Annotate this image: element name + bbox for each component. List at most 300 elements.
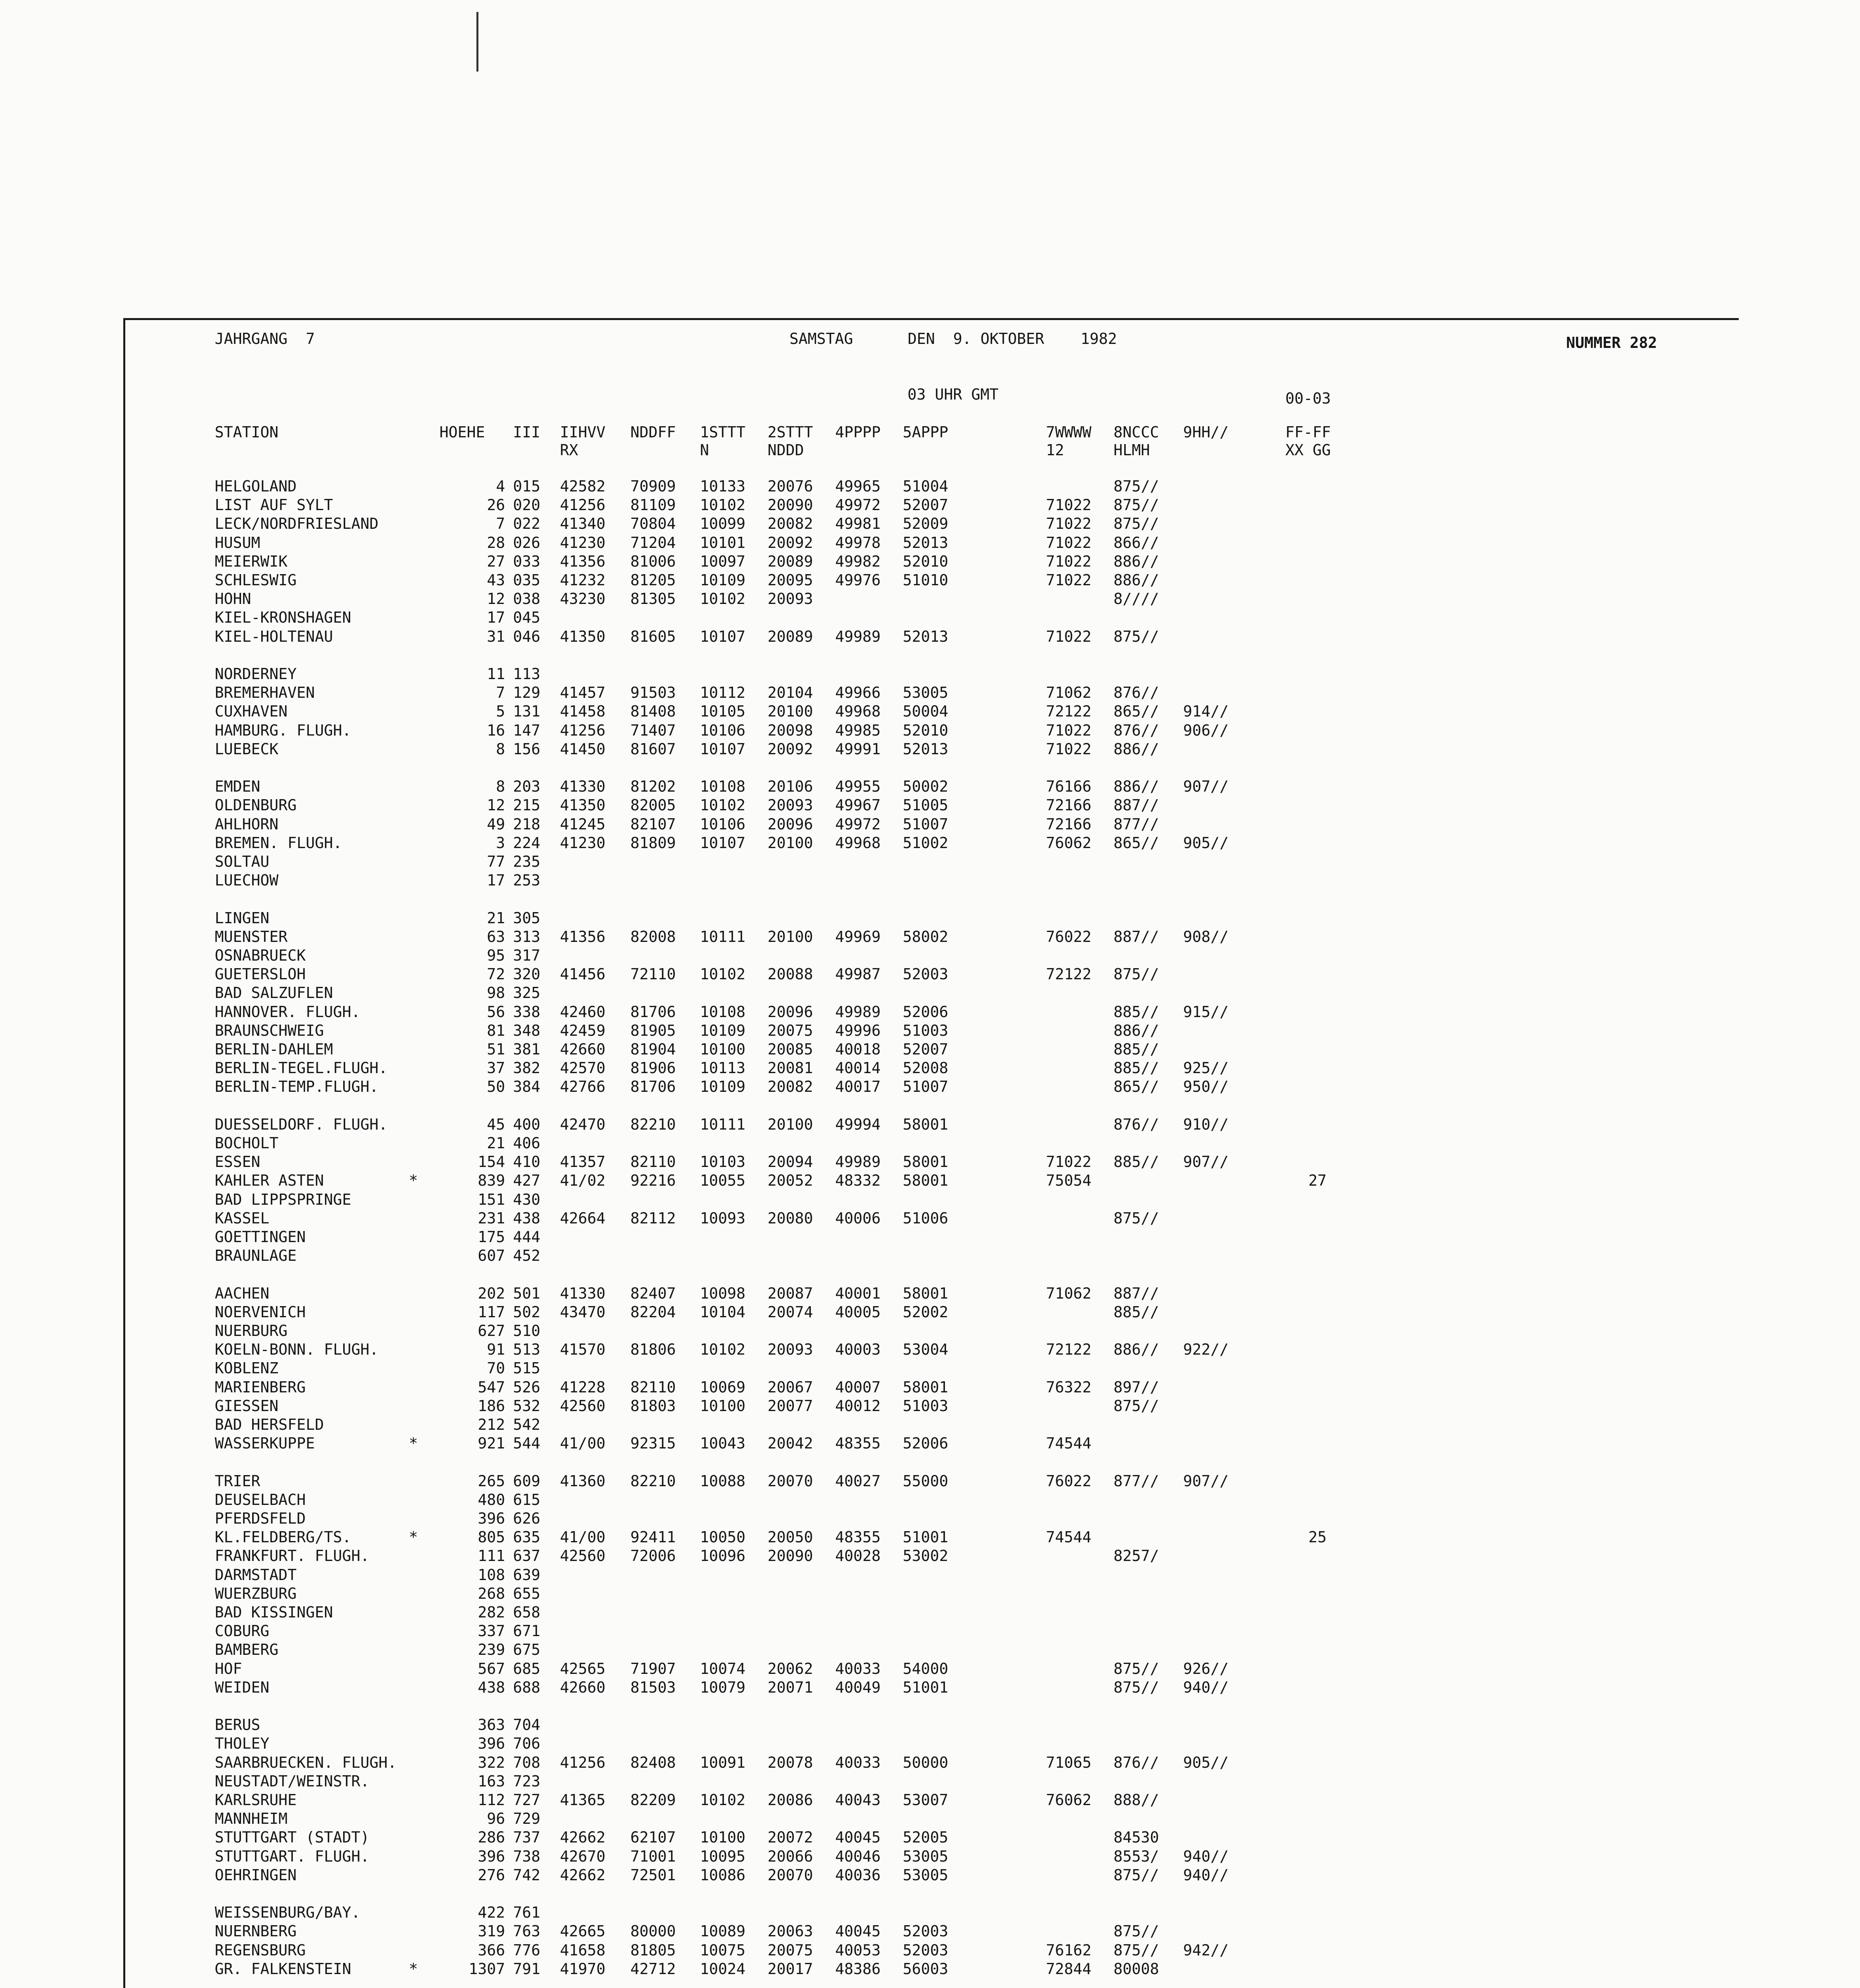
group-1sttt: 10107 [700,834,746,852]
group-7wwww: 72166 [1046,815,1092,833]
group-nddff: 81805 [630,1941,676,1959]
station-index: 510 [513,1322,540,1340]
station-height: 154 [478,1153,505,1171]
station-index: 015 [513,478,540,495]
group-5appp: 52013 [903,740,948,758]
station-height: 7 [496,684,505,702]
station-height: 438 [478,1678,505,1696]
group-nddff: 81803 [630,1397,676,1415]
station-index: 658 [513,1604,540,1621]
group-8nccc: 877// [1114,815,1159,833]
station-name: LECK/NORDFRIESLAND [215,515,379,533]
group-iihvv: 41228 [560,1378,606,1396]
group-8nccc: 8//// [1114,590,1159,608]
table-row [0,1809,1860,1828]
station-index: 626 [513,1510,540,1527]
station-name: BAD LIPPSPRINGE [215,1190,352,1208]
table-row [0,909,1860,928]
station-name: KIEL-KRONSHAGEN [215,609,352,627]
group-iihvv: 41350 [560,627,606,645]
station-height: 21 [487,1134,505,1152]
group-2sttt: 20082 [768,1078,813,1096]
group-4pppp: 49968 [835,834,881,852]
group-iihvv: 41360 [560,1472,606,1490]
station-name: MEIERWIK [215,552,288,570]
station-name: BRAUNSCHWEIG [215,1021,324,1039]
table-row [0,1171,1860,1190]
table-row [0,1322,1860,1340]
table-row [0,1209,1860,1228]
group-iihvv: 41970 [560,1960,606,1978]
group-7wwww: 72166 [1046,796,1092,814]
group-5appp: 51003 [903,1021,948,1039]
station-name: LINGEN [215,909,270,927]
group-9hh: 925// [1183,1059,1229,1077]
group-8nccc: 865// [1114,834,1159,852]
column-header-station: STATION [215,423,279,441]
group-2sttt: 20078 [768,1753,813,1771]
group-nddff: 82008 [630,928,676,945]
station-index: 400 [513,1115,540,1133]
group-5appp: 51001 [903,1528,948,1546]
station-height: 72 [487,965,505,983]
group-4pppp: 40027 [835,1472,881,1490]
group-2sttt: 20106 [768,778,813,796]
station-index: 776 [513,1941,540,1959]
station-name: BRAUNLAGE [215,1247,297,1265]
station-height: 27 [487,552,505,570]
group-2sttt: 20017 [768,1960,813,1978]
group-iihvv: 42660 [560,1678,606,1696]
station-index: 382 [513,1059,540,1077]
group-8nccc: 876// [1114,684,1159,702]
group-2sttt: 20104 [768,684,813,702]
group-nddff: 82112 [630,1209,676,1227]
group-iihvv: 41/02 [560,1172,606,1190]
group-iihvv: 41256 [560,721,606,739]
group-iihvv: 42670 [560,1847,606,1865]
group-5appp: 53005 [903,1866,948,1884]
group-nddff: 70909 [630,478,676,495]
station-height: 396 [478,1510,505,1527]
group-9hh: 942// [1183,1941,1229,1959]
group-4pppp: 49985 [835,721,881,739]
station-index: 438 [513,1209,540,1227]
station-height: 16 [487,721,505,739]
group-5appp: 58002 [903,928,948,945]
group-nddff: 81408 [630,703,676,720]
group-4pppp: 49994 [835,1115,881,1133]
group-nddff: 82407 [630,1284,676,1302]
group-2sttt: 20066 [768,1847,813,1865]
station-index: 706 [513,1735,540,1753]
group-9hh: 950// [1183,1078,1229,1096]
table-row [0,815,1860,834]
group-4pppp: 49978 [835,534,881,551]
table-row [0,1734,1860,1753]
column-header-cell: FF-FF [1285,423,1331,441]
table-row [0,1115,1860,1134]
group-4pppp: 48355 [835,1528,881,1546]
group-2sttt: 20090 [768,1547,813,1565]
station-height: 77 [487,853,505,870]
station-name: NEUSTADT/WEINSTR. [215,1772,369,1790]
group-nddff: 81806 [630,1341,676,1359]
station-height: 337 [478,1622,505,1640]
station-index: 635 [513,1528,540,1546]
group-iihvv: 41350 [560,796,606,814]
group-5appp: 52010 [903,721,948,739]
station-name: GUETERSLOH [215,965,306,983]
table-row [0,1640,1860,1659]
station-index: 348 [513,1021,540,1039]
group-nddff: 71407 [630,721,676,739]
group-2sttt: 20093 [768,590,813,608]
group-4pppp: 40045 [835,1829,881,1846]
station-height: 81 [487,1021,505,1039]
group-1sttt: 10111 [700,1115,746,1133]
group-nddff: 71907 [630,1660,676,1677]
table-row [0,1772,1860,1791]
group-8nccc: 886// [1114,1341,1159,1359]
station-name: NOERVENICH [215,1303,306,1321]
group-nddff: 82209 [630,1791,676,1809]
group-nddff: 81503 [630,1678,676,1696]
station-height: 363 [478,1716,505,1734]
table-row [0,796,1860,815]
group-1sttt: 10102 [700,965,746,983]
station-height: 276 [478,1866,505,1884]
group-nddff: 81706 [630,1078,676,1096]
group-2sttt: 20087 [768,1284,813,1302]
group-8nccc: 876// [1114,721,1159,739]
group-9hh: 910// [1183,1115,1229,1133]
station-name: KOBLENZ [215,1359,279,1377]
group-7wwww: 71022 [1046,515,1092,533]
station-index: 253 [513,872,540,889]
group-8nccc: 885// [1114,1059,1159,1077]
table-row [0,702,1860,721]
group-iihvv: 42665 [560,1922,606,1940]
group-4pppp: 49982 [835,552,881,570]
group-5appp: 56003 [903,1960,948,1978]
table-row [0,1134,1860,1153]
group-4pppp: 49981 [835,515,881,533]
group-5appp: 55000 [903,1472,948,1490]
mountain-marker: * [409,1172,418,1190]
group-nddff: 82107 [630,815,676,833]
group-8nccc: 875// [1114,965,1159,983]
group-1sttt: 10043 [700,1435,746,1452]
station-index: 515 [513,1359,540,1377]
group-1sttt: 10112 [700,684,746,702]
group-4pppp: 49966 [835,684,881,702]
station-name: DUESSELDORF. FLUGH. [215,1115,388,1133]
period-label: 00-03 [1285,390,1331,407]
group-8nccc: 887// [1114,796,1159,814]
group-7wwww: 71022 [1046,534,1092,551]
group-8nccc: 886// [1114,740,1159,758]
station-height: 28 [487,534,505,551]
group-8nccc: 886// [1114,1021,1159,1039]
station-name: HAMBURG. FLUGH. [215,721,352,739]
group-8nccc: 887// [1114,928,1159,945]
column-header-cell: 1STTT [700,423,746,441]
group-4pppp: 40005 [835,1303,881,1321]
group-nddff: 82110 [630,1153,676,1171]
station-name: DARMSTADT [215,1566,297,1584]
table-row [0,1021,1860,1040]
group-2sttt: 20100 [768,703,813,720]
group-1sttt: 10086 [700,1866,746,1884]
group-nddff: 81706 [630,1003,676,1021]
group-1sttt: 10102 [700,590,746,608]
jahrgang-label: JAHRGANG 7 [215,330,315,348]
table-row [0,1847,1860,1866]
group-8nccc: 865// [1114,703,1159,720]
group-5appp: 52006 [903,1003,948,1021]
group-4pppp: 40006 [835,1209,881,1227]
station-index: 761 [513,1904,540,1922]
station-name: TRIER [215,1472,260,1490]
station-name: BREMEN. FLUGH. [215,834,342,852]
table-row [0,1059,1860,1077]
group-2sttt: 20086 [768,1791,813,1809]
column-header-cell: XX GG [1285,441,1331,459]
group-nddff: 81809 [630,834,676,852]
station-name: MARIENBERG [215,1378,306,1396]
table-row [0,496,1860,514]
group-iihvv: 41/00 [560,1435,606,1452]
group-5appp: 53004 [903,1341,948,1359]
station-name: COBURG [215,1622,270,1640]
group-7wwww: 76062 [1046,1791,1092,1809]
group-1sttt: 10107 [700,740,746,758]
group-2sttt: 20071 [768,1678,813,1696]
station-name: SAARBRUECKEN. FLUGH. [215,1753,397,1771]
group-5appp: 52003 [903,965,948,983]
station-index: 513 [513,1341,540,1359]
station-index: 203 [513,778,540,796]
group-5appp: 53005 [903,684,948,702]
group-1sttt: 10102 [700,496,746,514]
column-header-cell: 9HH// [1183,423,1229,441]
group-4pppp: 49955 [835,778,881,796]
group-4pppp: 40001 [835,1284,881,1302]
station-name: HOHN [215,590,251,608]
group-5appp: 50000 [903,1753,948,1771]
station-name: KOELN-BONN. FLUGH. [215,1341,379,1359]
group-1sttt: 10108 [700,778,746,796]
station-name: WUERZBURG [215,1584,297,1602]
station-index: 688 [513,1678,540,1696]
group-iihvv: 41658 [560,1941,606,1959]
station-height: 805 [478,1528,505,1546]
station-index: 026 [513,534,540,551]
station-index: 791 [513,1960,540,1978]
station-height: 17 [487,872,505,889]
group-nddff: 81202 [630,778,676,796]
station-height: 322 [478,1753,505,1771]
group-1sttt: 10104 [700,1303,746,1321]
station-index: 675 [513,1641,540,1659]
station-index: 218 [513,815,540,833]
group-4pppp: 49987 [835,965,881,983]
group-4pppp: 48386 [835,1960,881,1978]
station-name: GR. FALKENSTEIN [215,1960,352,1978]
station-index: 609 [513,1472,540,1490]
group-4pppp: 49969 [835,928,881,945]
table-row [0,1359,1860,1378]
group-8nccc: 875// [1114,1922,1159,1940]
group-7wwww: 71022 [1046,552,1092,570]
station-height: 112 [478,1791,505,1809]
group-8nccc: 875// [1114,1678,1159,1696]
station-name: NUERNBERG [215,1922,297,1940]
station-name: HANNOVER. FLUGH. [215,1003,361,1021]
station-index: 325 [513,984,540,1002]
station-index: 671 [513,1622,540,1640]
group-2sttt: 20075 [768,1941,813,1959]
group-7wwww: 71065 [1046,1753,1092,1771]
group-2sttt: 20100 [768,1115,813,1133]
station-index: 020 [513,496,540,514]
group-8nccc: 865// [1114,1078,1159,1096]
station-height: 265 [478,1472,505,1490]
group-2sttt: 20052 [768,1172,813,1190]
group-9hh: 905// [1183,834,1229,852]
group-1sttt: 10069 [700,1378,746,1396]
station-height: 43 [487,571,505,589]
station-name: STUTTGART (STADT) [215,1829,369,1846]
issue-number: NUMMER 282 [1566,334,1657,351]
column-header-cell: 12 [1046,441,1064,459]
group-1sttt: 10096 [700,1547,746,1565]
station-height: 396 [478,1847,505,1865]
station-name: ESSEN [215,1153,260,1171]
station-name: BERLIN-TEGEL.FLUGH. [215,1059,388,1077]
table-row [0,1434,1860,1453]
group-2sttt: 20076 [768,478,813,495]
table-row [0,477,1860,496]
station-index: 502 [513,1303,540,1321]
station-index: 410 [513,1153,540,1171]
table-row [0,1397,1860,1415]
group-7wwww: 71022 [1046,1153,1092,1171]
group-7wwww: 76022 [1046,1472,1092,1490]
group-nddff: 81904 [630,1041,676,1058]
column-header-cell: IIHVV [560,423,606,441]
group-iihvv: 41365 [560,1791,606,1809]
group-iihvv: 42660 [560,1041,606,1058]
group-iihvv: 42565 [560,1660,606,1677]
column-header-cell: HOEHE [439,423,485,441]
group-2sttt: 20072 [768,1829,813,1846]
station-height: 70 [487,1359,505,1377]
table-row [0,1622,1860,1640]
group-9hh: 907// [1183,778,1229,796]
table-row [0,552,1860,571]
table-row [0,1941,1860,1960]
station-height: 175 [478,1228,505,1246]
station-index: 224 [513,834,540,852]
group-iihvv: 41456 [560,965,606,983]
station-height: 480 [478,1491,505,1508]
group-4pppp: 49976 [835,571,881,589]
group-nddff: 81205 [630,571,676,589]
group-5appp: 51005 [903,796,948,814]
station-height: 319 [478,1922,505,1940]
group-nddff: 92411 [630,1528,676,1546]
group-4pppp: 40033 [835,1753,881,1771]
table-row [0,1922,1860,1941]
station-index: 637 [513,1547,540,1565]
group-4pppp: 40003 [835,1341,881,1359]
station-name: BAD KISSINGEN [215,1604,333,1621]
station-index: 430 [513,1190,540,1208]
station-name: DEUSELBACH [215,1491,306,1508]
group-nddff: 42712 [630,1960,676,1978]
group-nddff: 92216 [630,1172,676,1190]
station-name: NORDERNEY [215,665,297,683]
station-index: 317 [513,947,540,964]
group-2sttt: 20090 [768,496,813,514]
group-2sttt: 20095 [768,571,813,589]
group-9hh: 908// [1183,928,1229,945]
station-name: KAHLER ASTEN [215,1172,324,1190]
group-5appp: 53002 [903,1547,948,1565]
station-height: 4 [496,478,505,495]
group-1sttt: 10109 [700,571,746,589]
group-4pppp: 49972 [835,496,881,514]
group-5appp: 53007 [903,1791,948,1809]
group-1sttt: 10088 [700,1472,746,1490]
station-name: WASSERKUPPE [215,1435,315,1452]
group-7wwww: 76062 [1046,834,1092,852]
station-height: 45 [487,1115,505,1133]
group-2sttt: 20100 [768,928,813,945]
group-2sttt: 20100 [768,834,813,852]
station-index: 305 [513,909,540,927]
group-7wwww: 72844 [1046,1960,1092,1978]
table-row [0,1528,1860,1547]
station-height: 56 [487,1003,505,1021]
group-9hh: 926// [1183,1660,1229,1677]
group-iihvv: 41457 [560,684,606,702]
group-5appp: 52005 [903,1829,948,1846]
station-name: KASSEL [215,1209,270,1227]
group-iihvv: 42662 [560,1829,606,1846]
station-index: 444 [513,1228,540,1246]
group-nddff: 62107 [630,1829,676,1846]
table-row [0,1678,1860,1697]
group-4pppp: 40012 [835,1397,881,1415]
group-iihvv: 42570 [560,1059,606,1077]
group-7wwww: 76322 [1046,1378,1092,1396]
group-iihvv: 41245 [560,815,606,833]
group-2sttt: 20067 [768,1378,813,1396]
station-height: 268 [478,1584,505,1602]
group-4pppp: 40017 [835,1078,881,1096]
station-height: 51 [487,1041,505,1058]
group-4pppp: 40018 [835,1041,881,1058]
group-iihvv: 42560 [560,1547,606,1565]
group-iihvv: 41230 [560,834,606,852]
group-1sttt: 10105 [700,703,746,720]
group-nddff: 81305 [630,590,676,608]
group-iihvv: 41330 [560,1284,606,1302]
group-1sttt: 10079 [700,1678,746,1696]
